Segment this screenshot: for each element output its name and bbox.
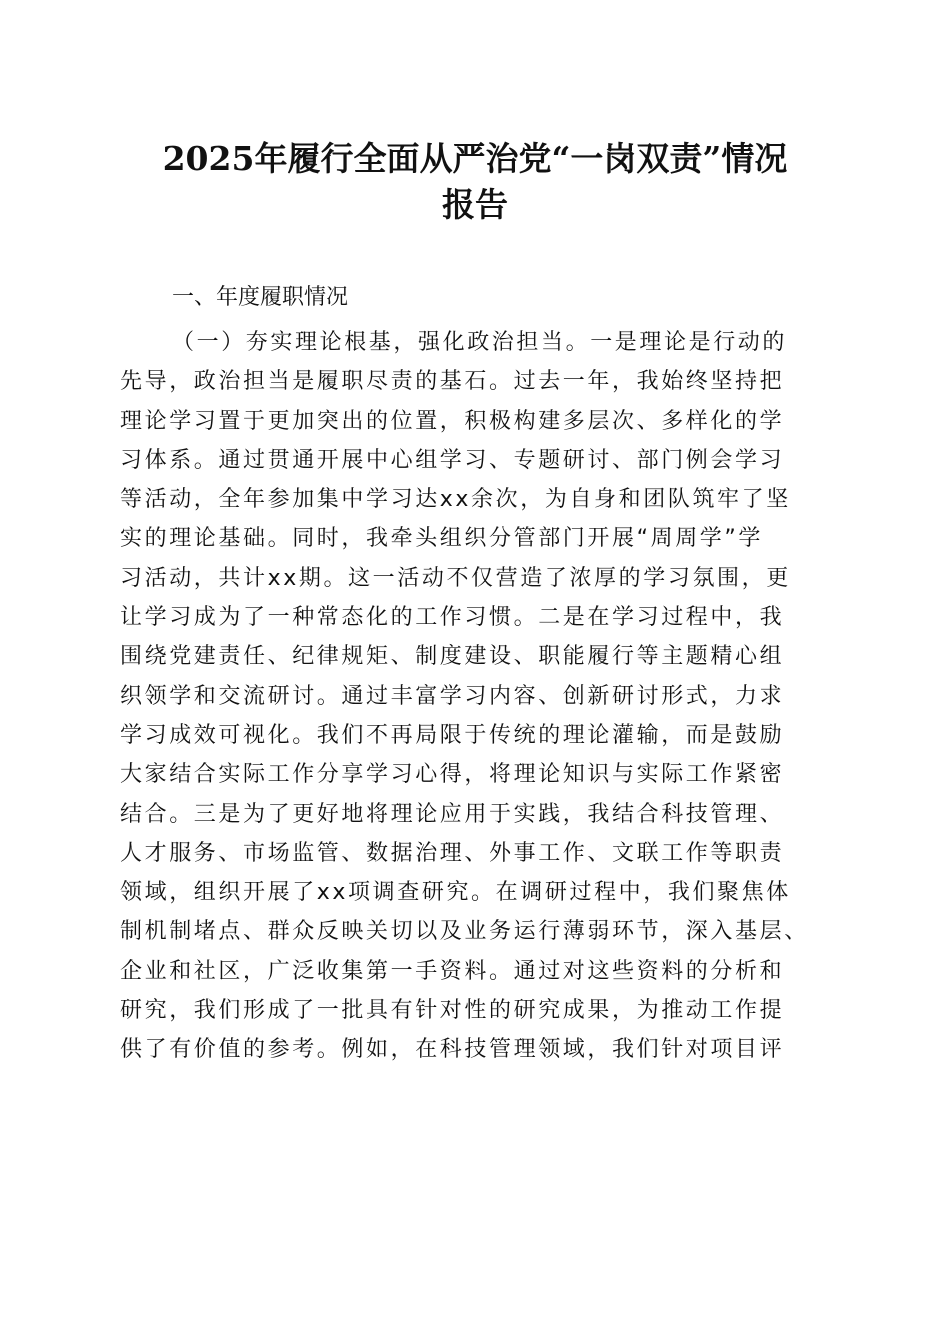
body-line: 大家结合实际工作分享学习心得，将理论知识与实际工作紧密 — [120, 762, 785, 788]
body-line: 等活动，全年参加集中学习达xx余次，为自身和团队筑牢了坚 — [120, 487, 791, 513]
section-heading: 一、年度履职情况 — [172, 285, 349, 310]
body-line: 习体系。通过贯通开展中心组学习、专题研讨、部门例会学习 — [120, 447, 785, 473]
body-line: 实的理论基础。同时，我牵头组织分管部门开展“周周学”学 — [120, 526, 763, 552]
body-line: （一）夯实理论根基，强化政治担当。一是理论是行动的 — [172, 330, 788, 355]
title-line-1: 2025年履行全面从严治党“一岗双责”情况 — [162, 139, 788, 178]
body-line: 先导，政治担当是履职尽责的基石。过去一年，我始终坚持把 — [120, 369, 785, 395]
body-line: 企业和社区，广泛收集第一手资料。通过对这些资料的分析和 — [120, 958, 785, 984]
document-title — [100, 136, 850, 228]
body-line: 结合。三是为了更好地将理论应用于实践，我结合科技管理、 — [120, 801, 785, 827]
body-line: 围绕党建责任、纪律规矩、制度建设、职能履行等主题精心组 — [120, 644, 785, 670]
body-line: 习活动，共计xx期。这一活动不仅营造了浓厚的学习氛围，更 — [120, 565, 791, 591]
body-line: 供了有价值的参考。例如，在科技管理领域，我们针对项目评 — [120, 1037, 785, 1063]
body-line: 制机制堵点、群众反映关切以及业务运行薄弱环节，深入基层、 — [120, 919, 809, 945]
body-line: 人才服务、市场监管、数据治理、外事工作、文联工作等职责 — [120, 840, 785, 866]
title-line-2: 报告 — [442, 185, 508, 224]
body-line: 学习成效可视化。我们不再局限于传统的理论灌输，而是鼓励 — [120, 722, 785, 748]
body-line: 领域，组织开展了xx项调查研究。在调研过程中，我们聚焦体 — [120, 880, 791, 906]
body-paragraph — [120, 323, 850, 1070]
body-line: 理论学习置于更加突出的位置，积极构建多层次、多样化的学 — [120, 408, 785, 434]
body-line: 织领学和交流研讨。通过丰富学习内容、创新研讨形式，力求 — [120, 683, 785, 709]
body-line: 研究，我们形成了一批具有针对性的研究成果，为推动工作提 — [120, 998, 785, 1024]
body-line: 让学习成为了一种常态化的工作习惯。二是在学习过程中，我 — [120, 605, 785, 631]
